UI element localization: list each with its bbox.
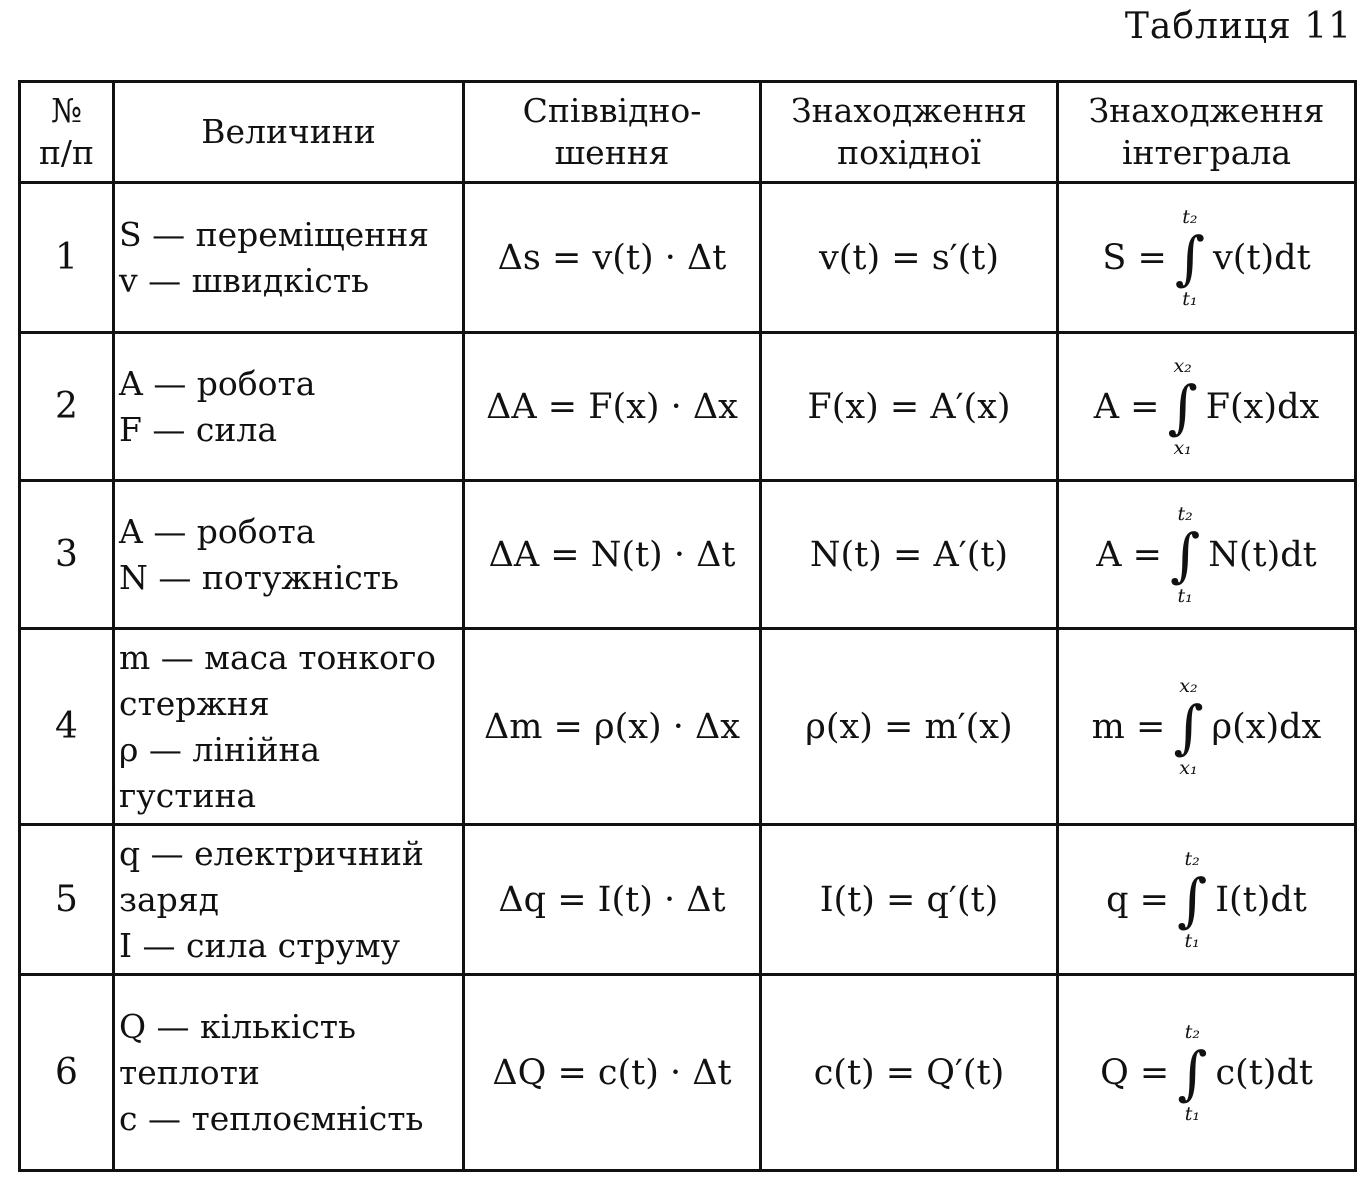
integral-lower-limit: x₁ — [1179, 756, 1198, 779]
derivative-formula: N(t) = A′(t) — [761, 481, 1058, 629]
integral-lhs: q = — [1106, 879, 1169, 920]
header-relation: Співвідно- шення — [464, 82, 761, 183]
integral-formula — [1058, 481, 1356, 629]
row-number: 5 — [20, 825, 114, 975]
quantity-line: m — маса тонкого стержня — [119, 637, 437, 723]
quantity-description — [114, 629, 464, 825]
quantity-line: q — електричний заряд — [119, 833, 424, 919]
integral-rhs: N(t)dt — [1208, 534, 1317, 575]
table-row — [20, 183, 1356, 333]
integral-formula — [1058, 333, 1356, 481]
relation-formula: Δq = I(t) · Δt — [464, 825, 761, 975]
integral-lhs: Q = — [1100, 1052, 1170, 1093]
quantity-line: N — потужність — [119, 557, 400, 597]
derivative-formula: I(t) = q′(t) — [761, 825, 1058, 975]
integral-lower-limit: x₁ — [1173, 436, 1192, 459]
row-number: 4 — [20, 629, 114, 825]
table-row — [20, 333, 1356, 481]
quantity-line: S — переміщення — [119, 214, 430, 254]
integral-lower-limit: t₁ — [1184, 929, 1200, 952]
row-number: 1 — [20, 183, 114, 333]
header-integral: Знаходження інтеграла — [1058, 82, 1356, 183]
integral-sign-icon: ∫ — [1176, 865, 1208, 934]
integral-lhs: m = — [1091, 706, 1166, 747]
table-row — [20, 825, 1356, 975]
quantity-line: A — робота — [119, 511, 316, 551]
integral-rhs: ρ(x)dx — [1211, 706, 1322, 747]
formula-table — [18, 80, 1357, 1172]
quantity-line: A — робота — [119, 363, 316, 403]
derivative-formula: F(x) = A′(x) — [761, 333, 1058, 481]
header-number: № п/п — [20, 82, 114, 183]
integral-lower-limit: t₁ — [1177, 584, 1193, 607]
quantity-description — [114, 825, 464, 975]
integral-sign-icon: ∫ — [1173, 692, 1204, 761]
quantity-description — [114, 183, 464, 333]
integral-upper-limit: t₂ — [1184, 847, 1200, 870]
derivative-formula: ρ(x) = m′(x) — [761, 629, 1058, 825]
table-row — [20, 975, 1356, 1171]
integral-rhs: F(x)dx — [1205, 386, 1320, 427]
table-row — [20, 481, 1356, 629]
quantity-line: F — сила — [119, 409, 277, 449]
integral-sign-icon: ∫ — [1167, 372, 1198, 441]
header-quantities: Величини — [114, 82, 464, 183]
quantity-description — [114, 333, 464, 481]
derivative-formula: c(t) = Q′(t) — [761, 975, 1058, 1171]
header-derivative: Знаходження похідної — [761, 82, 1058, 183]
integral-lhs: A = — [1093, 386, 1160, 427]
integral-rhs: c(t)dt — [1215, 1052, 1313, 1093]
integral-rhs: I(t)dt — [1215, 879, 1307, 920]
integral-upper-limit: x₂ — [1179, 674, 1198, 697]
quantity-description — [114, 975, 464, 1171]
row-number: 3 — [20, 481, 114, 629]
table-row — [20, 629, 1356, 825]
integral-lhs: S = — [1102, 237, 1167, 278]
quantity-line: v — швидкість — [119, 260, 370, 300]
relation-formula: Δs = v(t) · Δt — [464, 183, 761, 333]
integral-sign-icon: ∫ — [1174, 223, 1206, 292]
integral-lhs: A = — [1096, 534, 1163, 575]
derivative-formula: v(t) = s′(t) — [761, 183, 1058, 333]
integral-formula — [1058, 825, 1356, 975]
quantity-line: I — сила струму — [119, 925, 400, 965]
table-caption: Таблиця 11 — [1124, 6, 1352, 47]
relation-formula: Δm = ρ(x) · Δx — [464, 629, 761, 825]
integral-upper-limit: x₂ — [1173, 354, 1192, 377]
integral-formula — [1058, 629, 1356, 825]
row-number: 2 — [20, 333, 114, 481]
integral-formula — [1058, 183, 1356, 333]
integral-upper-limit: t₂ — [1184, 1020, 1200, 1043]
table-header-row — [20, 82, 1356, 183]
integral-upper-limit: t₂ — [1182, 205, 1198, 228]
integral-sign-icon: ∫ — [1177, 1038, 1208, 1107]
integral-rhs: v(t)dt — [1213, 237, 1311, 278]
integral-formula — [1058, 975, 1356, 1171]
integral-lower-limit: t₁ — [1184, 1102, 1200, 1125]
relation-formula: ΔQ = c(t) · Δt — [464, 975, 761, 1171]
quantity-line: ρ — лінійна густина — [119, 729, 321, 815]
relation-formula: ΔA = F(x) · Δx — [464, 333, 761, 481]
quantity-line: Q — кількість теплоти — [119, 1006, 357, 1092]
row-number: 6 — [20, 975, 114, 1171]
quantity-description — [114, 481, 464, 629]
quantity-line: c — теплоємність — [119, 1098, 424, 1138]
relation-formula: ΔA = N(t) · Δt — [464, 481, 761, 629]
integral-sign-icon: ∫ — [1170, 520, 1201, 589]
integral-lower-limit: t₁ — [1182, 287, 1198, 310]
integral-upper-limit: t₂ — [1177, 502, 1193, 525]
